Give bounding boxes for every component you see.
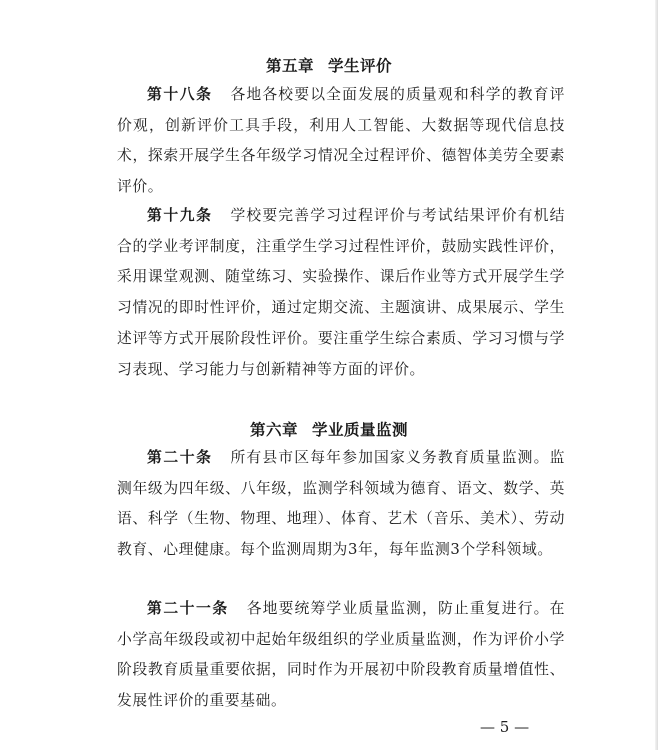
chapter-title [0, 54, 658, 76]
article-paragraph [117, 201, 565, 385]
article-number: 第二十一条 [147, 600, 229, 617]
chapter-title [0, 418, 658, 440]
article-number: 第二十条 [147, 449, 213, 466]
article-number: 第十九条 [147, 207, 213, 224]
chapter-number: 第五章 [265, 57, 314, 75]
article-paragraph [117, 443, 565, 566]
chapter-heading: 学生评价 [328, 57, 393, 75]
article-paragraph [117, 594, 565, 717]
article-text: 学校要完善学习过程评价与考试结果评价有机结合的学业考评制度，注重学生学习过程性评价，鼓励实践性评价，采用课堂观测、随堂练习、实验操作、课后作业等方式开展学生学习情况的即时性评价，通过定期交流、主题演讲、成果展示、学生述评等方式开展阶段性评价。要注重学生综合素质、学习习惯与学习表现、学习能力与创新精神等方面的评价。 [117, 207, 565, 378]
article-text: 所有县市区每年参加国家义务教育质量监测。监测年级为四年级、八年级，监测学科领域为德育、语文、数学、英语、科学（生物、物理、地理）、体育、艺术（音乐、美术）、劳动教育、心理健康。每个监测周期为3年，每年监测3个学科领域。 [117, 449, 565, 559]
article-number: 第十八条 [147, 86, 213, 103]
chapter-heading: 学业质量监测 [312, 421, 409, 439]
page-number: — 5 — [480, 718, 530, 736]
article-text: 各地要统筹学业质量监测，防止重复进行。在小学高年级段或初中起始年级组织的学业质量监测，作为评价小学阶段教育质量重要依据，同时作为开展初中阶段教育质量增值性、发展性评价的重要基础。 [117, 600, 565, 710]
article-paragraph [117, 80, 565, 203]
chapter-number: 第六章 [249, 421, 298, 439]
article-text: 各地各校要以全面发展的质量观和科学的教育评价观，创新评价工具手段，利用人工智能、大数据等现代信息技术，探索开展学生各年级学习情况全过程评价、德智体美劳全要素评价。 [117, 86, 565, 196]
